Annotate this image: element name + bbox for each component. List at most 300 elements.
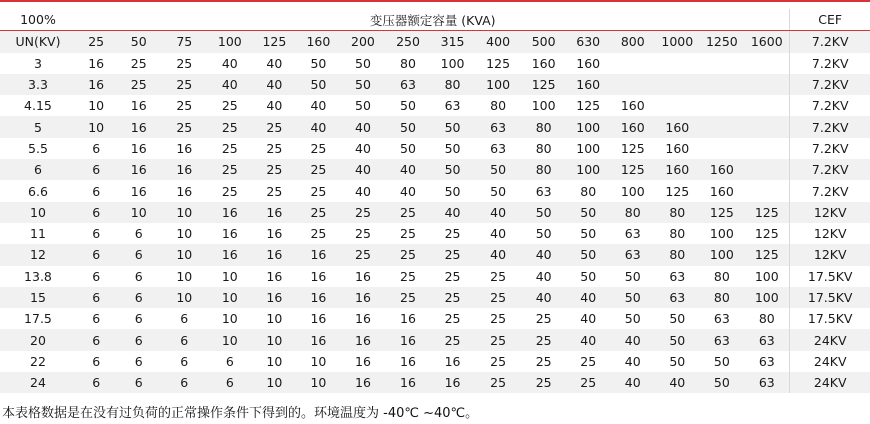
fuse-rating-cell: 50 — [624, 268, 641, 284]
fuse-rating-cell: 25 — [355, 226, 371, 242]
fuse-rating-cell: 25 — [444, 311, 461, 327]
fuse-rating-cell — [655, 74, 700, 95]
table-row — [0, 223, 870, 244]
capacity-header-cell: 50 — [116, 31, 161, 53]
cef-cell: 7.2KV — [790, 138, 870, 159]
capacity-header-cell: 1600 — [744, 31, 790, 53]
fuse-rating-cell: 16 — [130, 140, 147, 156]
fuse-rating-cell: 100 — [531, 98, 556, 114]
fuse-rating-cell — [700, 74, 745, 95]
fuse-rating-cell — [655, 53, 700, 74]
fuse-rating-cell: 16 — [310, 268, 327, 284]
fuse-rating-cell: 25 — [340, 202, 386, 223]
fuse-rating-cell: 50 — [444, 183, 461, 199]
fuse-rating-cell: 80 — [490, 98, 507, 114]
fuse-rating-cell: 16 — [340, 372, 386, 393]
fuse-rating-cell — [700, 138, 745, 159]
fuse-rating-cell: 25 — [475, 372, 522, 393]
fuse-rating-cell — [610, 74, 655, 95]
table-row — [0, 351, 870, 372]
fuse-rating-cell: 40 — [340, 159, 386, 180]
fuse-rating-cell: 160 — [665, 140, 690, 156]
fuse-rating-cell: 50 — [521, 202, 566, 223]
fuse-rating-cell: 16 — [340, 329, 386, 350]
fuse-rating-cell: 10 — [76, 116, 117, 137]
fuse-rating-cell: 40 — [475, 244, 522, 265]
fuse-rating-cell: 16 — [208, 202, 253, 223]
fuse-rating-cell: 25 — [297, 159, 341, 180]
fuse-rating-cell: 63 — [386, 74, 431, 95]
voltage-cell: 12 — [0, 244, 76, 265]
fuse-rating-cell: 40 — [610, 329, 655, 350]
voltage-cell: 6 — [0, 159, 76, 180]
fuse-rating-cell: 25 — [221, 140, 238, 156]
capacity-header-cell: 100 — [208, 31, 253, 53]
table-row — [0, 308, 870, 329]
fuse-rating-cell: 80 — [521, 159, 566, 180]
voltage-cell: 20 — [0, 329, 76, 350]
fuse-rating-cell: 16 — [297, 329, 341, 350]
fuse-rating-cell: 16 — [161, 159, 208, 180]
fuse-rating-cell: 80 — [655, 244, 700, 265]
fuse-rating-cell: 25 — [386, 202, 431, 223]
fuse-rating-cell — [744, 74, 790, 95]
fuse-rating-cell: 25 — [386, 244, 431, 265]
cef-header-cell: 7.2KV — [790, 31, 870, 53]
fuse-rating-cell: 63 — [758, 353, 775, 369]
cef-cell: 7.2KV — [790, 159, 870, 180]
cef-label: CEF — [790, 9, 870, 31]
fuse-rating-cell: 50 — [310, 55, 327, 71]
table-row — [0, 266, 870, 287]
fuse-rating-cell: 40 — [310, 98, 327, 114]
fuse-rating-cell: 10 — [208, 287, 253, 308]
fuse-rating-cell: 25 — [310, 183, 327, 199]
title-row — [0, 9, 870, 31]
cef-cell: 24KV — [790, 372, 870, 393]
capacity-header-cell: 250 — [386, 31, 431, 53]
fuse-rating-cell: 6 — [134, 268, 143, 284]
fuse-rating-cell: 6 — [92, 140, 101, 156]
fuse-rating-cell: 50 — [669, 353, 686, 369]
fuse-rating-cell: 50 — [297, 74, 341, 95]
fuse-rating-cell: 63 — [744, 372, 790, 393]
voltage-cell: 15 — [0, 287, 76, 308]
fuse-rating-cell: 80 — [580, 183, 597, 199]
fuse-rating-cell: 100 — [440, 55, 465, 71]
voltage-cell: 5 — [0, 116, 76, 137]
cef-cell: 7.2KV — [790, 116, 870, 137]
voltage-cell: 13.8 — [24, 268, 52, 284]
fuse-rating-cell: 25 — [116, 74, 161, 95]
fuse-rating-cell: 16 — [430, 372, 475, 393]
voltage-cell: 17.5 — [24, 311, 52, 327]
fuse-rating-cell: 16 — [176, 183, 193, 199]
fuse-rating-cell: 25 — [252, 116, 297, 137]
fuse-rating-cell: 40 — [566, 287, 611, 308]
fuse-rating-cell: 16 — [355, 311, 371, 327]
fuse-rating-cell: 125 — [754, 226, 779, 242]
fuse-rating-cell: 25 — [310, 226, 327, 242]
fuse-rating-cell: 40 — [610, 372, 655, 393]
fuse-rating-table — [0, 9, 870, 393]
fuse-rating-cell: 10 — [176, 226, 193, 242]
voltage-cell: 11 — [30, 226, 46, 242]
fuse-rating-cell: 125 — [576, 98, 601, 114]
fuse-rating-cell: 160 — [566, 74, 611, 95]
cef-cell: 7.2KV — [790, 53, 870, 74]
fuse-rating-cell: 100 — [475, 74, 522, 95]
fuse-rating-cell: 80 — [535, 140, 552, 156]
cef-cell: 7.2KV — [790, 180, 870, 201]
fuse-rating-cell: 10 — [221, 311, 238, 327]
voltage-cell: 5.5 — [28, 140, 48, 156]
fuse-rating-cell: 125 — [610, 159, 655, 180]
fuse-rating-cell: 25 — [386, 287, 431, 308]
fuse-rating-cell: 63 — [713, 311, 730, 327]
fuse-rating-cell: 6 — [76, 202, 117, 223]
fuse-rating-cell: 25 — [400, 226, 416, 242]
fuse-rating-cell: 25 — [176, 98, 193, 114]
capacity-header-cell: 200 — [340, 31, 386, 53]
fuse-rating-cell: 6 — [161, 329, 208, 350]
fuse-rating-cell: 16 — [116, 116, 161, 137]
table-row — [0, 53, 870, 74]
capacity-header-cell: 400 — [475, 31, 522, 53]
fuse-rating-cell: 25 — [266, 140, 283, 156]
table-row — [0, 372, 870, 393]
fuse-rating-cell: 25 — [208, 116, 253, 137]
fuse-rating-cell — [700, 116, 745, 137]
fuse-rating-cell: 16 — [76, 74, 117, 95]
fuse-rating-cell: 25 — [490, 353, 507, 369]
fuse-rating-cell: 25 — [490, 268, 507, 284]
fuse-rating-cell — [744, 180, 790, 201]
fuse-rating-cell: 125 — [521, 74, 566, 95]
fuse-rating-cell: 25 — [490, 311, 507, 327]
fuse-rating-cell: 16 — [221, 226, 238, 242]
capacity-header-cell: 75 — [161, 31, 208, 53]
fuse-rating-cell: 16 — [400, 353, 416, 369]
fuse-rating-cell: 6 — [116, 372, 161, 393]
table-row — [0, 74, 870, 95]
fuse-rating-cell — [744, 116, 790, 137]
fuse-rating-cell — [744, 138, 790, 159]
fuse-rating-cell: 16 — [355, 353, 371, 369]
table-row — [0, 159, 870, 180]
fuse-rating-cell: 40 — [266, 55, 283, 71]
voltage-cell: 6.6 — [28, 183, 48, 199]
cef-cell: 7.2KV — [790, 74, 870, 95]
fuse-rating-cell: 63 — [655, 287, 700, 308]
fuse-rating-cell: 50 — [475, 159, 522, 180]
fuse-rating-cell: 160 — [700, 159, 745, 180]
fuse-rating-cell: 50 — [566, 202, 611, 223]
fuse-rating-cell — [700, 95, 745, 116]
table-row — [0, 138, 870, 159]
table-row — [0, 287, 870, 308]
fuse-rating-cell: 100 — [700, 244, 745, 265]
fuse-rating-cell: 25 — [208, 159, 253, 180]
fuse-rating-cell: 6 — [208, 372, 253, 393]
cef-cell: 12KV — [790, 202, 870, 223]
fuse-rating-cell: 6 — [76, 329, 117, 350]
fuse-rating-cell: 10 — [252, 329, 297, 350]
capacity-header-cell: 500 — [521, 31, 566, 53]
fuse-rating-cell: 50 — [713, 353, 730, 369]
fuse-rating-cell: 63 — [700, 329, 745, 350]
table-title: 变压器额定容量 (KVA) — [76, 9, 790, 31]
voltage-cell: 24 — [0, 372, 76, 393]
fuse-rating-cell: 40 — [266, 98, 283, 114]
fuse-rating-cell: 6 — [116, 287, 161, 308]
fuse-rating-cell — [744, 95, 790, 116]
cef-cell: 24KV — [790, 329, 870, 350]
fuse-rating-cell: 25 — [221, 183, 238, 199]
fuse-rating-cell: 16 — [176, 140, 193, 156]
fuse-rating-cell: 50 — [490, 183, 507, 199]
fuse-rating-cell: 160 — [655, 159, 700, 180]
fuse-rating-cell: 10 — [221, 268, 238, 284]
fuse-rating-cell: 10 — [252, 372, 297, 393]
fuse-rating-cell: 50 — [566, 244, 611, 265]
fuse-rating-cell: 50 — [430, 116, 475, 137]
capacity-header-cell: 630 — [566, 31, 611, 53]
fuse-rating-cell: 16 — [297, 287, 341, 308]
fuse-rating-cell: 25 — [580, 353, 597, 369]
fuse-rating-cell: 40 — [252, 74, 297, 95]
fuse-rating-cell: 16 — [266, 268, 283, 284]
cef-cell: 17.5KV — [790, 308, 870, 329]
fuse-rating-cell: 16 — [444, 353, 461, 369]
fuse-rating-cell: 63 — [535, 183, 552, 199]
fuse-rating-cell: 50 — [430, 159, 475, 180]
fuse-rating-cell: 25 — [444, 268, 461, 284]
cef-cell: 24KV — [790, 351, 870, 372]
fuse-rating-cell: 40 — [521, 287, 566, 308]
fuse-rating-cell: 80 — [758, 311, 775, 327]
fuse-rating-cell: 6 — [116, 329, 161, 350]
fuse-rating-cell: 160 — [709, 183, 734, 199]
fuse-rating-cell: 80 — [700, 287, 745, 308]
fuse-rating-cell: 40 — [400, 183, 416, 199]
fuse-rating-cell: 50 — [669, 311, 686, 327]
fuse-rating-cell: 50 — [624, 311, 641, 327]
fuse-rating-cell: 125 — [744, 202, 790, 223]
fuse-rating-cell: 40 — [475, 202, 522, 223]
fuse-rating-cell: 25 — [535, 353, 552, 369]
fuse-rating-cell: 40 — [430, 202, 475, 223]
cef-cell: 12KV — [790, 223, 870, 244]
fuse-rating-cell: 80 — [400, 55, 416, 71]
fuse-rating-cell: 10 — [266, 311, 283, 327]
table-row — [0, 180, 870, 201]
fuse-rating-cell: 40 — [208, 74, 253, 95]
fuse-rating-cell: 25 — [266, 183, 283, 199]
fuse-rating-cell: 16 — [252, 202, 297, 223]
table-row — [0, 329, 870, 350]
fuse-rating-cell: 50 — [655, 329, 700, 350]
fuse-rating-cell: 25 — [444, 226, 461, 242]
fuse-rating-cell: 100 — [620, 183, 645, 199]
voltage-cell: 4.15 — [24, 98, 52, 114]
fuse-rating-cell: 16 — [208, 244, 253, 265]
fuse-rating-cell: 25 — [475, 287, 522, 308]
fuse-rating-cell: 100 — [566, 116, 611, 137]
capacity-header-cell: 125 — [252, 31, 297, 53]
fuse-rating-cell: 100 — [754, 268, 779, 284]
fuse-rating-cell: 40 — [521, 244, 566, 265]
fuse-rating-cell: 16 — [400, 311, 416, 327]
fuse-rating-cell: 6 — [76, 159, 117, 180]
voltage-cell: 10 — [0, 202, 76, 223]
fuse-rating-cell: 10 — [310, 353, 327, 369]
table-row — [0, 95, 870, 116]
fuse-rating-cell: 100 — [709, 226, 734, 242]
fuse-rating-cell: 6 — [92, 226, 101, 242]
fuse-rating-cell: 25 — [430, 329, 475, 350]
fuse-rating-cell: 6 — [76, 372, 117, 393]
fuse-rating-cell: 50 — [535, 226, 552, 242]
fuse-rating-cell: 40 — [535, 268, 552, 284]
fuse-rating-cell: 50 — [444, 140, 461, 156]
fuse-rating-cell: 63 — [624, 226, 641, 242]
fuse-rating-cell: 6 — [76, 244, 117, 265]
fuse-rating-cell: 10 — [176, 268, 193, 284]
fuse-rating-cell: 10 — [116, 202, 161, 223]
voltage-cell: 22 — [30, 353, 46, 369]
fuse-rating-cell: 16 — [130, 183, 147, 199]
fuse-rating-cell: 6 — [134, 226, 143, 242]
fuse-rating-cell: 10 — [297, 372, 341, 393]
fuse-rating-cell: 50 — [400, 98, 416, 114]
fuse-rating-cell: 6 — [92, 353, 101, 369]
fuse-rating-cell — [744, 53, 790, 74]
fuse-rating-cell: 125 — [486, 55, 511, 71]
fuse-rating-cell: 80 — [430, 74, 475, 95]
fuse-rating-cell: 40 — [386, 159, 431, 180]
fuse-rating-cell: 16 — [310, 311, 327, 327]
fuse-rating-cell: 6 — [161, 372, 208, 393]
fuse-rating-cell: 25 — [221, 98, 238, 114]
voltage-cell: 3 — [33, 55, 42, 71]
fuse-rating-cell: 80 — [713, 268, 730, 284]
fuse-rating-cell: 100 — [744, 287, 790, 308]
header-rule — [0, 0, 870, 2]
capacity-header-cell: 800 — [610, 31, 655, 53]
fuse-rating-cell: 10 — [161, 244, 208, 265]
fuse-rating-cell: 16 — [355, 268, 371, 284]
fuse-rating-cell: 16 — [386, 329, 431, 350]
fuse-rating-cell: 10 — [208, 329, 253, 350]
fuse-rating-cell: 25 — [340, 244, 386, 265]
fuse-rating-cell: 25 — [130, 55, 147, 71]
fuse-rating-cell: 125 — [700, 202, 745, 223]
fuse-rating-cell: 16 — [386, 372, 431, 393]
fuse-rating-cell: 50 — [355, 98, 371, 114]
fuse-rating-cell: 16 — [88, 55, 105, 71]
cef-cell: 17.5KV — [790, 287, 870, 308]
fuse-rating-cell: 6 — [134, 353, 143, 369]
fuse-rating-cell: 16 — [340, 287, 386, 308]
fuse-rating-cell: 125 — [620, 140, 645, 156]
un-kv-header: UN(KV) — [0, 31, 76, 53]
fuse-rating-cell: 50 — [700, 372, 745, 393]
cef-cell: 12KV — [790, 244, 870, 265]
fuse-rating-cell: 80 — [655, 202, 700, 223]
fuse-rating-cell: 50 — [340, 74, 386, 95]
fuse-rating-cell: 25 — [400, 268, 416, 284]
fuse-rating-cell: 6 — [180, 353, 189, 369]
fuse-rating-cell: 40 — [355, 140, 371, 156]
fuse-rating-cell: 25 — [176, 55, 193, 71]
fuse-rating-cell: 25 — [430, 244, 475, 265]
fuse-rating-cell: 40 — [297, 116, 341, 137]
fuse-rating-cell — [610, 53, 655, 74]
fuse-rating-cell: 100 — [566, 159, 611, 180]
fuse-rating-cell: 25 — [535, 311, 552, 327]
fuse-rating-cell: 50 — [400, 140, 416, 156]
fuse-rating-cell: 6 — [116, 244, 161, 265]
fuse-rating-cell: 40 — [355, 183, 371, 199]
fuse-rating-cell: 40 — [580, 311, 597, 327]
fuse-rating-cell: 16 — [297, 244, 341, 265]
fuse-rating-cell: 63 — [669, 268, 686, 284]
fuse-rating-cell: 6 — [92, 183, 101, 199]
fuse-rating-cell: 160 — [620, 98, 645, 114]
fuse-rating-cell — [744, 159, 790, 180]
fuse-rating-cell: 160 — [531, 55, 556, 71]
fuse-rating-cell: 25 — [521, 329, 566, 350]
capacity-header-cell: 1000 — [655, 31, 700, 53]
fuse-rating-cell: 40 — [340, 116, 386, 137]
fuse-rating-cell: 10 — [266, 353, 283, 369]
fuse-rating-cell: 80 — [521, 116, 566, 137]
fuse-rating-cell: 40 — [655, 372, 700, 393]
capacity-header-cell: 160 — [297, 31, 341, 53]
fuse-rating-cell: 16 — [116, 159, 161, 180]
capacity-header-cell: 1250 — [700, 31, 745, 53]
fuse-rating-cell: 25 — [430, 287, 475, 308]
fuse-rating-cell: 63 — [744, 329, 790, 350]
fuse-rating-cell: 10 — [161, 287, 208, 308]
fuse-rating-cell: 25 — [310, 140, 327, 156]
fuse-rating-cell: 125 — [665, 183, 690, 199]
fuse-rating-cell: 125 — [744, 244, 790, 265]
fuse-rating-cell: 50 — [386, 116, 431, 137]
footnote: 本表格数据是在没有过负荷的正常操作条件下得到的。环境温度为 -40℃ ~40℃。 — [2, 406, 479, 421]
fuse-rating-cell — [655, 95, 700, 116]
fuse-rating-cell: 6 — [92, 268, 101, 284]
fuse-rating-cell: 16 — [130, 98, 147, 114]
fuse-rating-cell: 25 — [475, 329, 522, 350]
fuse-rating-cell: 25 — [566, 372, 611, 393]
capacity-header-cell: 315 — [430, 31, 475, 53]
table-row — [0, 116, 870, 137]
fuse-rating-cell: 63 — [475, 116, 522, 137]
fuse-rating-cell: 63 — [444, 98, 461, 114]
capacity-header-cell: 25 — [76, 31, 117, 53]
cef-cell: 17.5KV — [790, 266, 870, 287]
fuse-rating-cell: 16 — [252, 287, 297, 308]
fuse-rating-cell: 40 — [490, 226, 507, 242]
capacity-header-row — [0, 31, 870, 53]
fuse-rating-cell: 16 — [252, 244, 297, 265]
fuse-rating-cell: 80 — [669, 226, 686, 242]
fuse-rating-cell: 6 — [92, 311, 101, 327]
fuse-rating-cell: 25 — [161, 116, 208, 137]
voltage-cell: 3.3 — [0, 74, 76, 95]
